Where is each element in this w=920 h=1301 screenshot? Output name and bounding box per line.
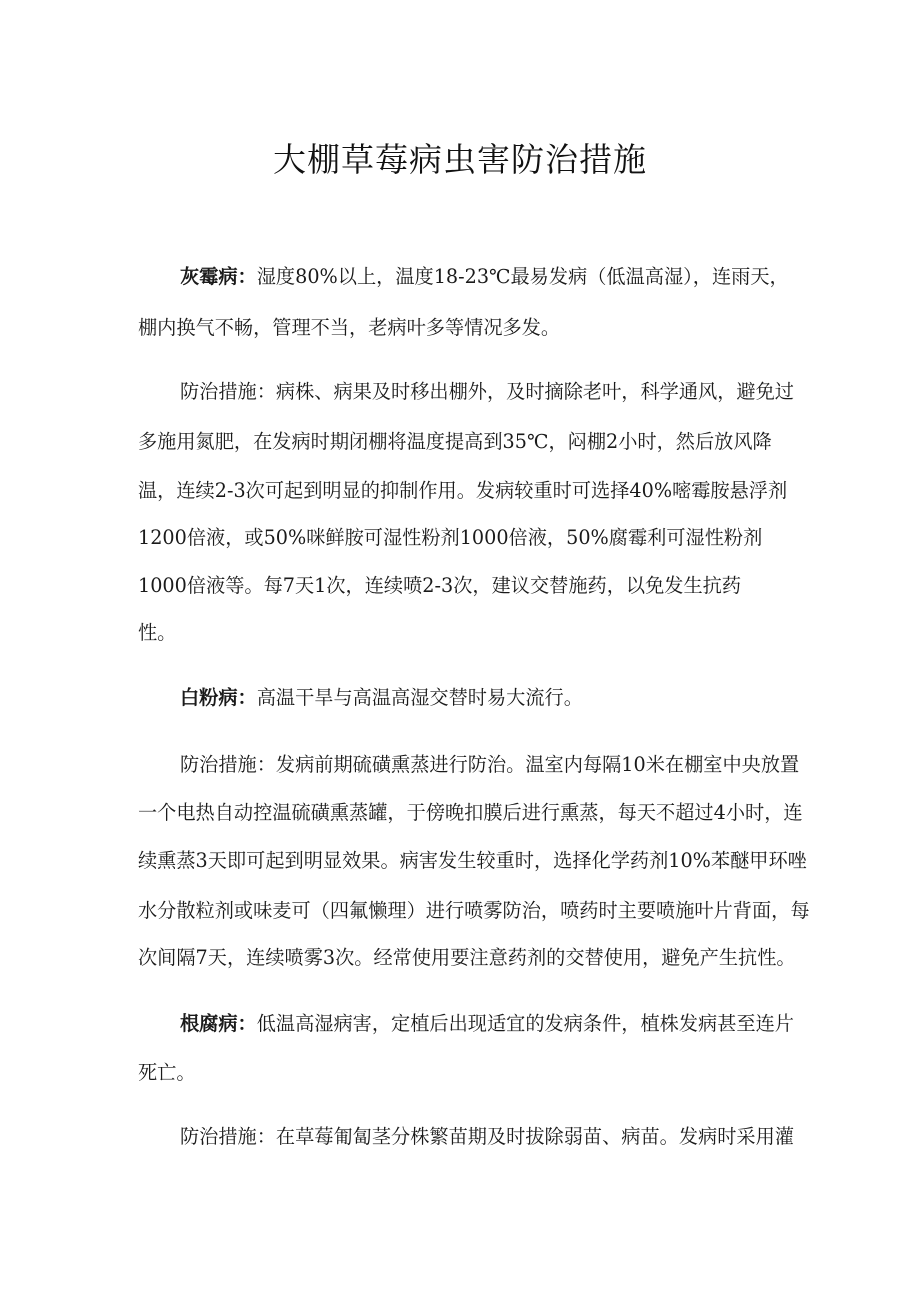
paragraph-line: 性。 xyxy=(138,621,177,644)
paragraph-line: 死亡。 xyxy=(138,1061,196,1084)
paragraph-line: 次间隔7天，连续喷雾3次。经常使用要注意药剂的交替使用，避免产生抗性。 xyxy=(138,946,796,969)
paragraph-line xyxy=(180,683,583,713)
paragraph-line: 棚内换气不畅，管理不当，老病叶多等情况多发。 xyxy=(138,316,561,339)
paragraph-line: 防治措施：病株、病果及时移出棚外，及时摘除老叶，科学通风，避免过 xyxy=(180,380,794,403)
document-title: 大棚草莓病虫害防治措施 xyxy=(273,140,647,179)
paragraph-line: 水分散粒剂或味麦可（四氟懒理）进行喷雾防治，喷药时主要喷施叶片背面，每 xyxy=(138,899,810,922)
paragraph-line xyxy=(180,262,789,292)
paragraph-text: 低温高湿病害，定植后出现适宜的发病条件，植株发病甚至连片 xyxy=(256,1012,794,1035)
paragraph-line: 防治措施：发病前期硫磺熏蒸进行防治。温室内每隔10米在棚室中央放置 xyxy=(180,753,800,776)
disease-heading: 根腐病： xyxy=(180,1012,257,1035)
paragraph-line: 1000倍液等。每7天1次，连续喷2-3次，建议交替施药，以免发生抗药 xyxy=(138,574,742,597)
paragraph-line: 温，连续2-3次可起到明显的抑制作用。发病较重时可选择40%嘧霉胺悬浮剂 xyxy=(138,479,788,502)
paragraph-line: 一个电热自动控温硫磺熏蒸罐，于傍晚扣膜后进行熏蒸，每天不超过4小时，连 xyxy=(138,801,803,824)
paragraph-line: 1200倍液，或50%咪鲜胺可湿性粉剂1000倍液，50%腐霉利可湿性粉剂 xyxy=(138,526,763,549)
paragraph-line: 防治措施：在草莓匍匐茎分株繁苗期及时拔除弱苗、病苗。发病时采用灌 xyxy=(180,1125,794,1148)
paragraph-line xyxy=(180,1009,794,1039)
paragraph-text: 高温干旱与高温高湿交替时易大流行。 xyxy=(256,686,583,709)
paragraph-text: 湿度80%以上，温度18-23℃最易发病（低温高湿），连雨天， xyxy=(256,265,789,288)
disease-heading: 灰霉病： xyxy=(180,265,257,288)
paragraph-line: 续熏蒸3天即可起到明显效果。病害发生较重时，选择化学药剂10%苯醚甲环唑 xyxy=(138,849,807,872)
paragraph-line: 多施用氮肥，在发病时期闭棚将温度提高到35℃，闷棚2小时，然后放风降 xyxy=(138,430,772,453)
disease-heading: 白粉病： xyxy=(180,686,257,709)
